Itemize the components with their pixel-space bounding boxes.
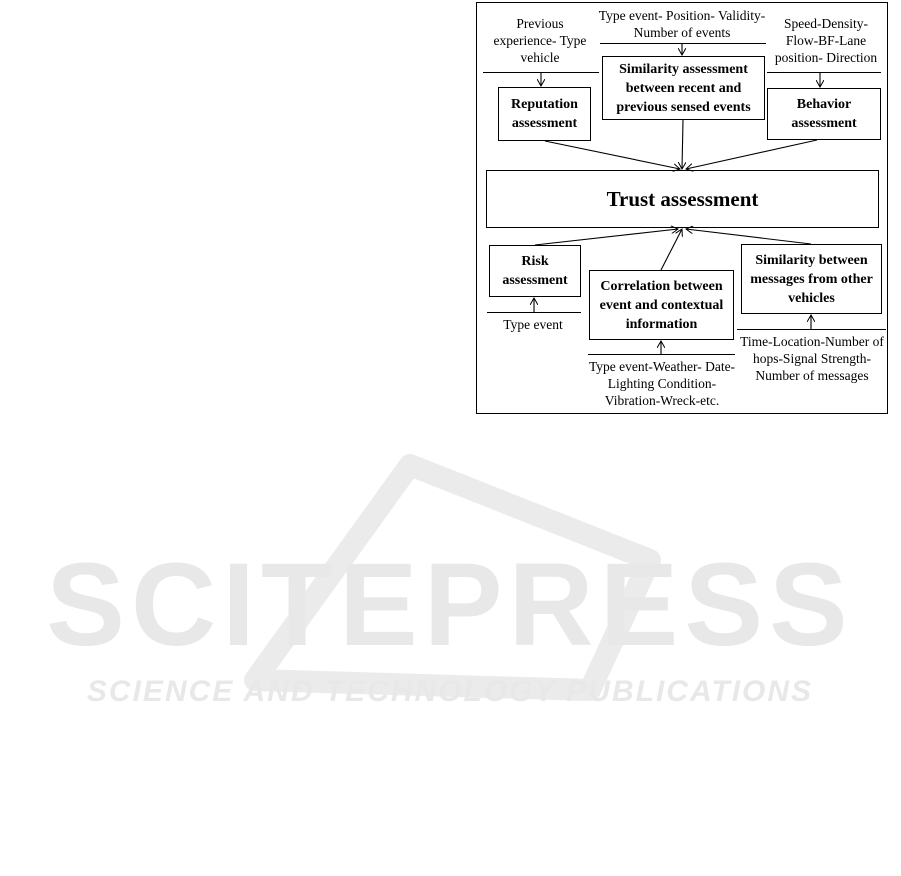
arrow-risk-trust	[535, 229, 678, 245]
input-label-reputation: Previous experience- Type vehicle	[493, 16, 587, 65]
input-label-similarity-messages: Time-Location-Number of hops-Signal Strength- Number of messages	[740, 334, 884, 383]
trust-assessment-box: Trust assessment	[486, 170, 879, 228]
arrow-behavior-trust	[686, 140, 817, 169]
behavior-assessment-box: Behavior assessment	[767, 88, 881, 140]
input-label-correlation: Type event-Weather- Date-Lighting Condition- Vibration-Wreck-etc.	[588, 359, 736, 408]
watermark-tagline: SCIENCE AND TECHNOLOGY PUBLICATIONS	[86, 675, 814, 708]
watermark-brand: SCITEPRESS	[46, 539, 854, 671]
reputation-assessment-box: Reputation assessment	[498, 87, 591, 141]
input-label-behavior: Speed-Density- Flow-BF-Lane position- Direction	[774, 16, 878, 65]
correlation-box: Correlation between event and contextual information	[589, 270, 734, 340]
similarity-events-box: Similarity assessment between recent and previous sensed events	[602, 56, 765, 120]
arrow-reputation-trust	[545, 141, 680, 169]
input-label-similarity-events: Type event- Position- Validity-Number of events	[598, 8, 766, 40]
risk-assessment-box: Risk assessment	[489, 245, 581, 297]
input-label-risk: Type event	[503, 317, 563, 332]
similarity-messages-box: Similarity between messages from other vehicles	[741, 244, 882, 314]
arrow-similarity-events-trust	[682, 120, 683, 169]
arrow-correlation-trust	[661, 229, 682, 270]
arrow-similarity-messages-trust	[686, 229, 811, 244]
